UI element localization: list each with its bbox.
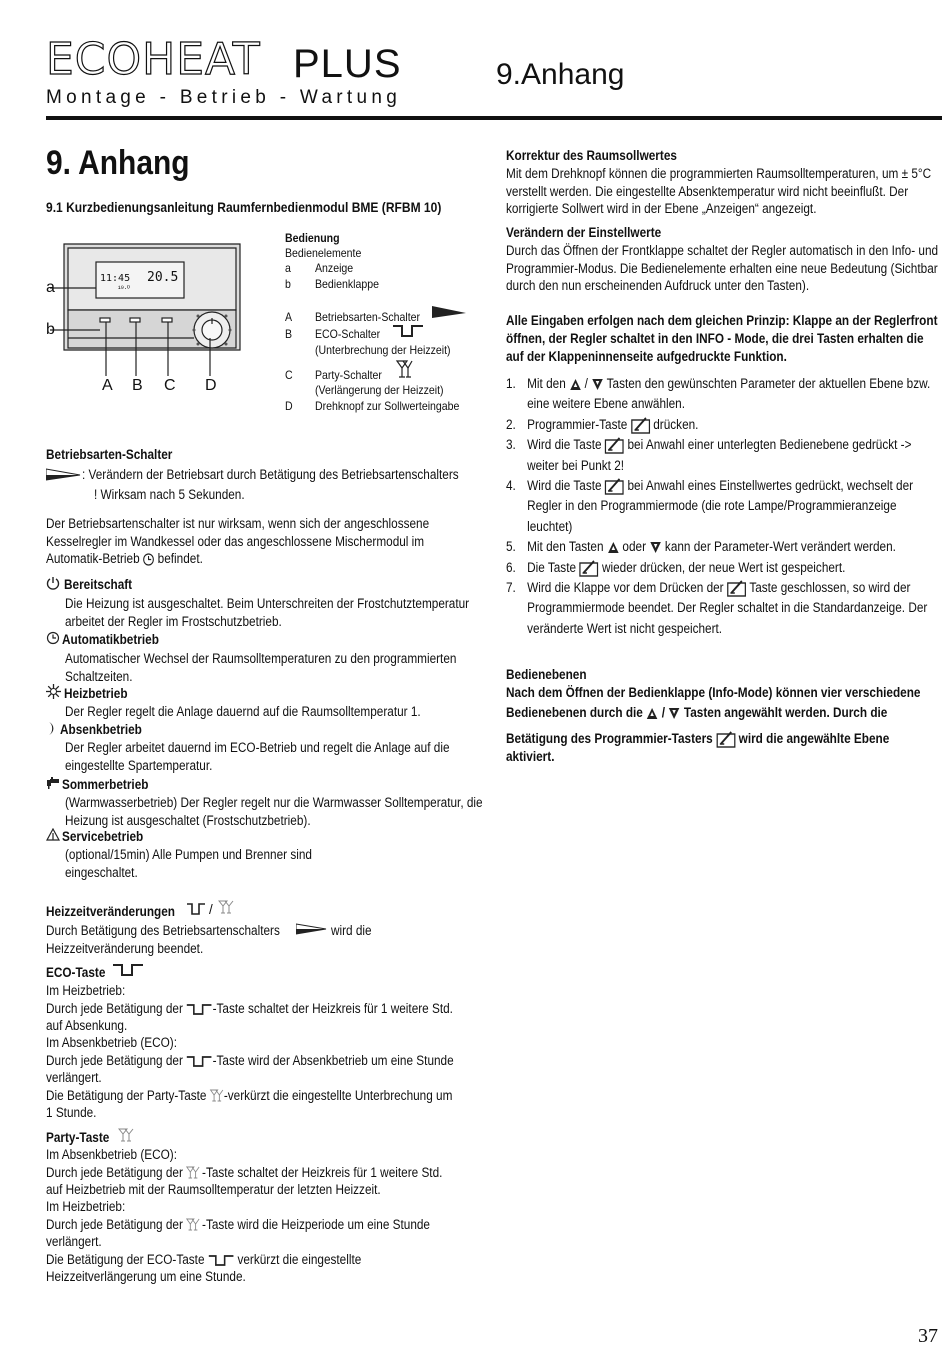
eco-icon — [112, 963, 144, 977]
eco-icon — [208, 1254, 234, 1267]
step-text: drücken. — [653, 416, 699, 432]
step-text: bei Anwahl eines Einstellwertes gedrückt, wechselt der Regler in den Programmiermode (die rote Lampe/Programmieranzeige leuchtet) — [527, 478, 914, 534]
mode-text-automatik: Automatischer Wechsel der Raumsolltemperaturen zu den programmierten Schaltzeiten. — [65, 651, 457, 684]
mode-title-absenk: Absenkbetrieb — [60, 722, 142, 737]
step-text: bei Anwahl einer unterlegten Bedienebene gedrückt -> weiter bei Punkt 2! — [527, 437, 912, 473]
step-text: wieder drücken, der neue Wert ist gespeichert. — [601, 559, 846, 575]
bedienebenen-l3b: wird die angewählte Ebene — [738, 731, 890, 747]
step-text: Wird die Taste — [527, 437, 602, 453]
legend-key-b: b — [285, 277, 291, 291]
heizzeit-heading — [46, 904, 175, 919]
step-number: 1. — [506, 376, 516, 391]
party-icon — [118, 1128, 136, 1144]
legend-key-C: C — [285, 368, 293, 382]
legend-text-C2: (Verlängerung der Heizzeit) — [315, 383, 444, 397]
mode-title-automatik: Automatikbetrieb — [62, 632, 159, 647]
mode-text-heizbetrieb: Der Regler regelt die Anlage dauernd auf die Raumsolltemperatur 1. — [65, 704, 421, 719]
eco-l3: auf Absenkung. — [46, 1018, 128, 1033]
party-icon — [186, 1166, 202, 1180]
party-l2b: -Taste schaltet der Heizkreis für 1 weitere Std. — [202, 1165, 443, 1180]
bedienebenen-l2a: Bedienebenen durch die — [506, 705, 643, 720]
bedienebenen-l3 — [506, 731, 889, 748]
programming-key-icon — [579, 560, 598, 577]
legend-text-B2: (Unterbrechung der Heizzeit) — [315, 343, 451, 357]
korrektur-heading: Korrektur des Raumsollwertes — [506, 148, 677, 163]
page-number: 37 — [918, 1325, 938, 1347]
party-l2 — [46, 1165, 442, 1180]
device-figure — [44, 238, 254, 398]
section-heading: 9.1 Kurzbedienungsanleitung Raumfernbedienmodul BME (RFBM 10) — [46, 199, 442, 215]
korrektur-text: Mit dem Drehknopf können die programmierten Raumsolltemperaturen, um ± 5°C verstellt werden. Die eingestellte Absenktemperatur wird nicht beeinflußt. Der korrigierte Sollwert wird in der Ebene „Anzeigen“ angezeigt. — [506, 166, 932, 217]
step-text: Mit den — [527, 376, 566, 391]
step-2 — [506, 415, 942, 435]
eco-l4: Im Absenkbetrieb (ECO): — [46, 1035, 177, 1050]
eco-icon — [186, 902, 206, 916]
arrow-down-icon — [668, 707, 680, 720]
party-icon — [210, 1089, 224, 1103]
heizzeit-slash: / — [209, 902, 213, 917]
eco-l2b: -Taste schaltet der Heizkreis für 1 weitere Std. — [212, 1001, 453, 1016]
programming-key-icon — [727, 580, 746, 597]
einstell-heading: Verändern der Einstellwerte — [506, 225, 662, 240]
party-l8: Heizzeitverlängerung um eine Stunde. — [46, 1269, 246, 1284]
step-1 — [506, 374, 942, 415]
bedienebenen-heading: Bedienebenen — [506, 667, 587, 682]
heizzeit-line2: Heizzeitveränderung beendet. — [46, 941, 204, 956]
bedienebenen-l2 — [506, 705, 887, 720]
moon-icon — [46, 721, 58, 736]
eco-heading: ECO-Taste — [46, 965, 106, 980]
party-heading: Party-Taste — [46, 1130, 110, 1145]
bold-note: Alle Eingaben erfolgen nach dem gleichen Prinzip: Klappe an der Reglerfront öffnen, der Regler schaltet in den INFO - Mode, die drei Tasten erhalten die auf der Klappeninnenseite aufgedruckte Funktion. — [506, 313, 938, 364]
eco-l7 — [46, 1088, 452, 1103]
legend-key-A: A — [285, 310, 293, 324]
step-text: Tasten den gewünschten Parameter der aktuellen Ebene bzw. eine weitere Ebene anwählen. — [527, 376, 931, 412]
legend-text-D: Drehknopf zur Sollwerteingabe — [315, 399, 460, 413]
step-number: 6. — [506, 559, 516, 575]
eco-l7a: Die Betätigung der Party-Taste — [46, 1088, 207, 1103]
lcd-temperature: 20.5 — [147, 270, 179, 285]
tap-icon — [46, 777, 61, 790]
step-5 — [506, 537, 942, 557]
programming-key-icon — [631, 417, 650, 434]
party-l5b: -Taste wird die Heizperiode um eine Stunde — [202, 1217, 430, 1232]
betriebsarten-para-end: befindet. — [157, 551, 203, 567]
step-number: 2. — [506, 416, 516, 432]
party-l2a: Durch jede Betätigung der — [46, 1165, 183, 1180]
party-l4: Im Heizbetrieb: — [46, 1199, 126, 1214]
step-number: 5. — [506, 539, 516, 555]
eco-l5 — [46, 1053, 454, 1068]
bedienebenen-l2c: Tasten angewählt werden. Durch die — [683, 705, 888, 720]
header-subtitle: Montage - Betrieb - Wartung — [46, 87, 402, 108]
arrow-up-icon — [646, 707, 658, 720]
step-3 — [506, 435, 942, 476]
betriebsarten-heading: Betriebsarten-Schalter — [46, 447, 173, 462]
betriebsarten-line1: : Verändern der Betriebsart durch Betätigung des Betriebsartenschalters — [82, 467, 459, 482]
mode-text-bereitschaft: Die Heizung ist ausgeschaltet. Beim Unterschreiten der Frostchutztemperatur arbeitet der Regler im Frostschutzbetrieb. — [65, 596, 470, 629]
legend-subheading: Bedienelemente — [285, 246, 362, 260]
step-7 — [506, 578, 942, 639]
programming-key-icon — [605, 437, 624, 454]
bedienebenen-l1: Nach dem Öffnen der Bedienklappe (Info-Mode) können vier verschiedene — [506, 685, 921, 700]
clock-icon — [46, 631, 60, 645]
step-text: Mit den Tasten — [527, 539, 604, 555]
step-6 — [506, 558, 942, 578]
eco-l8: 1 Stunde. — [46, 1105, 97, 1120]
steps-list — [506, 374, 942, 639]
heizzeit-line1: Durch Betätigung des Betriebsartenschalters — [46, 923, 280, 938]
figure-label-A: A — [102, 377, 113, 394]
legend-text-B: ECO-Schalter — [315, 327, 381, 341]
eco-l7b: -verkürzt die eingestellte Unterbrechung um — [223, 1088, 453, 1103]
betriebsarten-para — [46, 515, 460, 568]
betriebsarten-para-text: Der Betriebsartenschalter ist nur wirksam, wenn sich der angeschlossene Kesselregler im Wandkessel oder das angeschlossene Mischermodul im Automatik-Betrieb — [46, 516, 430, 567]
lcd-small: ¹⁹·⁰ — [118, 284, 130, 293]
eco-l2 — [46, 1001, 453, 1016]
legend-text-a: Anzeige — [315, 261, 354, 275]
service-icon — [46, 828, 61, 842]
programming-key-icon — [605, 478, 624, 495]
party-l1: Im Absenkbetrieb (ECO): — [46, 1147, 177, 1162]
bedienebenen-l2b: / — [661, 705, 666, 720]
step-text: Taste geschlossen, so wird der Programmiermode beendet. Der Regler schaltet in die Standardanzeige. Der veränderte Wert ist nicht gespeichert. — [527, 580, 928, 636]
eco-l6: verlängert. — [46, 1070, 102, 1085]
legend-key-D: D — [285, 399, 293, 413]
step-number: 3. — [506, 437, 516, 453]
legend-key-B: B — [285, 327, 293, 341]
step-text: Programmier-Taste — [527, 416, 628, 432]
party-l7b: verkürzt die eingestellte — [237, 1252, 362, 1267]
chapter-title: 9.Anhang — [496, 58, 625, 91]
einstell-text: Durch das Öffnen der Frontklappe schaltet der Regler automatisch in den Info- und Programmier-Modus. Die Bedienelemente erhalten eine neue Bedeutung (Sichtbar durch den nun erscheinenden Aufdruck unter den Tasten). — [506, 243, 939, 294]
party-l3: auf Heizbetrieb mit der Raumsolltemperatur der letzten Heizzeit. — [46, 1182, 381, 1197]
mode-switch-icon — [46, 467, 82, 481]
bedienebenen-l4: aktiviert. — [506, 749, 555, 764]
logo-ecoheat: ECOHEAT — [46, 34, 261, 85]
bedienebenen-l3a: Betätigung des Programmier-Tasters — [506, 731, 713, 747]
mode-title-bereitschaft: Bereitschaft — [64, 577, 133, 592]
arrow-up-icon — [569, 378, 581, 391]
page-title: 9. Anhang — [46, 144, 190, 182]
legend-key-a: a — [285, 261, 291, 275]
step-number: 7. — [506, 580, 516, 596]
eco-icon — [186, 1055, 212, 1068]
party-icon — [218, 900, 234, 916]
mode-title-service: Servicebetrieb — [62, 829, 144, 844]
step-text: Die Taste — [527, 559, 577, 575]
clock-icon — [143, 553, 154, 566]
arrow-up-icon — [607, 541, 619, 554]
sun-icon — [46, 684, 61, 699]
arrow-down-icon — [591, 378, 603, 391]
mode-switch-icon — [432, 304, 468, 318]
eco-l5a: Durch jede Betätigung der — [46, 1053, 183, 1068]
arrow-down-icon — [649, 541, 661, 554]
step-text: Wird die Taste — [527, 478, 602, 494]
step-text: oder — [622, 539, 647, 555]
figure-label-D: D — [205, 377, 217, 394]
figure-label-a: a — [46, 279, 55, 296]
mode-switch-icon — [296, 923, 328, 935]
party-l7a: Die Betätigung der ECO-Taste — [46, 1252, 205, 1267]
legend-heading: Bedienung — [285, 231, 340, 245]
eco-icon — [392, 324, 424, 338]
party-icon — [186, 1218, 202, 1232]
party-l7 — [46, 1252, 361, 1267]
step-text: Wird die Klappe vor dem Drücken der — [527, 580, 724, 596]
mode-title-sommer: Sommerbetrieb — [62, 777, 149, 792]
mode-text-sommer: (Warmwasserbetrieb) Der Regler regelt nur die Warmwasser Solltemperatur, die Heizung ist ausgeschaltet (Frostschutzbetrieb). — [65, 795, 483, 828]
legend-text-C: Party-Schalter — [315, 368, 382, 382]
figure-label-b: b — [46, 321, 55, 338]
eco-l1: Im Heizbetrieb: — [46, 983, 126, 998]
legend-text-b: Bedienklappe — [315, 277, 380, 291]
step-text: / — [584, 376, 588, 391]
mode-text-service: (optional/15min) Alle Pumpen und Brenner sind eingeschaltet. — [65, 847, 312, 880]
mode-text-absenk: Der Regler arbeitet dauernd im ECO-Betrieb und regelt die Anlage auf die eingestellte Spartemperatur. — [65, 740, 450, 773]
step-text: kann der Parameter-Wert verändert werden. — [664, 539, 896, 555]
party-icon — [395, 360, 413, 380]
eco-l5b: -Taste wird der Absenkbetrieb um eine Stunde — [212, 1053, 454, 1068]
step-4 — [506, 476, 942, 537]
betriebsarten-line2: ! Wirksam nach 5 Sekunden. — [94, 487, 245, 502]
eco-icon — [186, 1003, 212, 1016]
party-l5a: Durch jede Betätigung der — [46, 1217, 183, 1232]
heizzeit-heading-text: Heizzeitveränderungen — [46, 904, 176, 919]
logo-plus: PLUS — [293, 42, 402, 86]
step-number: 4. — [506, 478, 516, 494]
party-l5 — [46, 1217, 430, 1232]
mode-title-heizbetrieb: Heizbetrieb — [64, 686, 128, 701]
legend-text-A: Betriebsarten-Schalter — [315, 310, 421, 324]
figure-label-C: C — [164, 377, 176, 394]
lcd-time: 11:45 — [100, 273, 131, 284]
figure-label-B: B — [132, 377, 143, 394]
heizzeit-line1-end: wird die — [331, 923, 372, 938]
party-l6: verlängert. — [46, 1234, 102, 1249]
header-rule — [46, 116, 942, 120]
programming-key-icon — [716, 731, 735, 748]
eco-l2a: Durch jede Betätigung der — [46, 1001, 183, 1016]
power-icon — [46, 576, 60, 590]
